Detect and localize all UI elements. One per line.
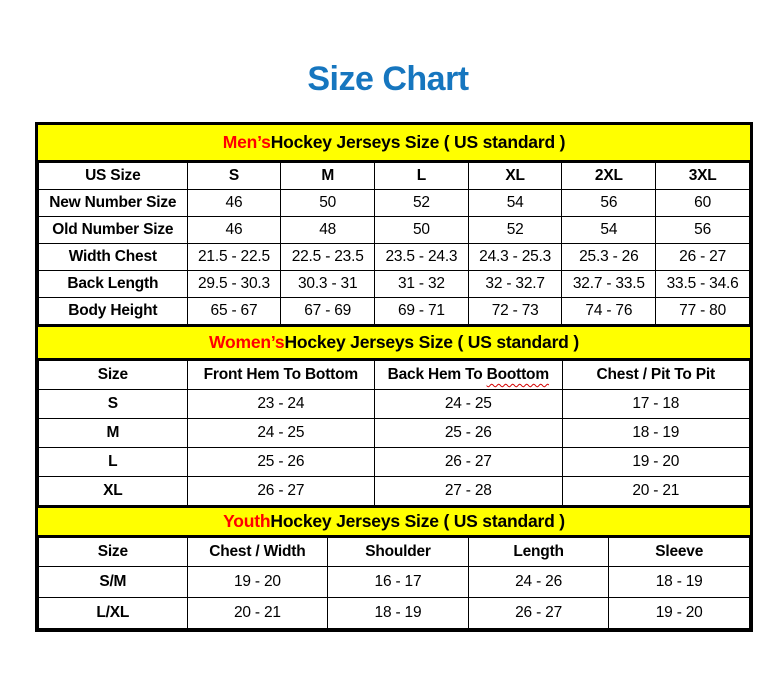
- womens-section-highlight: Women’s: [209, 332, 285, 352]
- size-value-cell: 23 - 24: [187, 390, 374, 419]
- size-value-cell: 19 - 20: [609, 598, 750, 629]
- womens-section-title: Hockey Jerseys Size ( US standard ): [284, 332, 579, 352]
- table-row: [39, 217, 750, 244]
- size-value-cell: 17 - 18: [562, 390, 750, 419]
- size-value-cell: 22.5 - 23.5: [281, 244, 375, 271]
- size-value-cell: 18 - 19: [328, 598, 469, 629]
- column-header-cell: S: [187, 163, 281, 190]
- size-value-cell: 19 - 20: [562, 448, 750, 477]
- size-value-cell: 60: [656, 190, 750, 217]
- size-value-cell: 29.5 - 30.3: [187, 271, 281, 298]
- youth-header-row: [39, 538, 750, 567]
- womens-header-row: [39, 361, 750, 390]
- size-value-cell: 77 - 80: [656, 298, 750, 325]
- size-value-cell: 16 - 17: [328, 567, 469, 598]
- size-value-cell: 72 - 73: [468, 298, 562, 325]
- size-chart: [35, 122, 753, 632]
- mens-section-title: Hockey Jerseys Size ( US standard ): [270, 132, 566, 152]
- page-title: Size Chart: [307, 60, 469, 98]
- size-value-cell: 54: [562, 217, 656, 244]
- size-value-cell: 21.5 - 22.5: [187, 244, 281, 271]
- row-label-cell: XL: [39, 477, 188, 506]
- size-value-cell: 24.3 - 25.3: [468, 244, 562, 271]
- column-header-cell: Size: [39, 538, 188, 567]
- youth-section-title: Hockey Jerseys Size ( US standard ): [270, 511, 565, 531]
- column-header-cell: L: [375, 163, 469, 190]
- column-header-cell: [375, 361, 562, 390]
- column-header-cell: 3XL: [656, 163, 750, 190]
- row-label-cell: Width Chest: [39, 244, 188, 271]
- size-value-cell: 25 - 26: [187, 448, 374, 477]
- misspelled-word-spellcheck: Boottom: [486, 366, 549, 383]
- size-value-cell: 25.3 - 26: [562, 244, 656, 271]
- mens-header-row: [39, 163, 750, 190]
- mens-section-band: [38, 125, 750, 162]
- size-value-cell: 32.7 - 33.5: [562, 271, 656, 298]
- size-value-cell: 27 - 28: [375, 477, 562, 506]
- column-header-cell: XL: [468, 163, 562, 190]
- row-label-cell: L/XL: [39, 598, 188, 629]
- size-value-cell: 24 - 25: [375, 390, 562, 419]
- table-row: [39, 298, 750, 325]
- table-row: [39, 419, 750, 448]
- womens-section-band: [38, 325, 750, 360]
- size-value-cell: 19 - 20: [187, 567, 328, 598]
- row-label-cell: S: [39, 390, 188, 419]
- table-row: [39, 190, 750, 217]
- row-label-cell: Old Number Size: [39, 217, 188, 244]
- size-value-cell: 32 - 32.7: [468, 271, 562, 298]
- size-value-cell: 50: [281, 190, 375, 217]
- mens-section-highlight: Men’s: [222, 132, 271, 152]
- size-value-cell: 56: [562, 190, 656, 217]
- size-value-cell: 54: [468, 190, 562, 217]
- table-row: [39, 567, 750, 598]
- size-value-cell: 52: [375, 190, 469, 217]
- size-value-cell: 18 - 19: [609, 567, 750, 598]
- row-label-cell: M: [39, 419, 188, 448]
- column-header-cell: Shoulder: [328, 538, 469, 567]
- table-row: [39, 598, 750, 629]
- size-value-cell: 56: [656, 217, 750, 244]
- youth-section-highlight: Youth: [223, 511, 271, 531]
- column-header-cell: Sleeve: [609, 538, 750, 567]
- size-value-cell: 65 - 67: [187, 298, 281, 325]
- size-value-cell: 46: [187, 217, 281, 244]
- size-value-cell: 26 - 27: [187, 477, 374, 506]
- mens-size-table: [38, 162, 750, 325]
- size-value-cell: 18 - 19: [562, 419, 750, 448]
- table-row: [39, 244, 750, 271]
- row-label-cell: L: [39, 448, 188, 477]
- row-label-cell: New Number Size: [39, 190, 188, 217]
- size-value-cell: 20 - 21: [562, 477, 750, 506]
- size-value-cell: 24 - 25: [187, 419, 374, 448]
- womens-size-table: [38, 360, 750, 506]
- column-header-cell: Size: [39, 361, 188, 390]
- size-value-cell: 67 - 69: [281, 298, 375, 325]
- table-row: [39, 271, 750, 298]
- size-value-cell: 20 - 21: [187, 598, 328, 629]
- size-value-cell: 26 - 27: [656, 244, 750, 271]
- column-header-text: Back Hem To: [387, 366, 483, 383]
- row-label-cell: Back Length: [39, 271, 188, 298]
- column-header-cell: M: [281, 163, 375, 190]
- column-header-cell: Length: [468, 538, 609, 567]
- size-value-cell: 46: [187, 190, 281, 217]
- table-row: [39, 477, 750, 506]
- size-value-cell: 23.5 - 24.3: [375, 244, 469, 271]
- column-header-cell: 2XL: [562, 163, 656, 190]
- table-row: [39, 448, 750, 477]
- size-value-cell: 33.5 - 34.6: [656, 271, 750, 298]
- row-label-cell: S/M: [39, 567, 188, 598]
- size-value-cell: 69 - 71: [375, 298, 469, 325]
- size-value-cell: 24 - 26: [468, 567, 609, 598]
- size-value-cell: 26 - 27: [375, 448, 562, 477]
- size-value-cell: 30.3 - 31: [281, 271, 375, 298]
- youth-size-table: [38, 537, 750, 629]
- size-value-cell: 26 - 27: [468, 598, 609, 629]
- column-header-cell: Front Hem To Bottom: [187, 361, 374, 390]
- column-header-cell: Chest / Width: [187, 538, 328, 567]
- youth-section-band: [38, 506, 750, 537]
- size-value-cell: 74 - 76: [562, 298, 656, 325]
- size-value-cell: 52: [468, 217, 562, 244]
- table-row: [39, 390, 750, 419]
- row-label-cell: Body Height: [39, 298, 188, 325]
- column-header-cell: Chest / Pit To Pit: [562, 361, 750, 390]
- size-value-cell: 31 - 32: [375, 271, 469, 298]
- size-value-cell: 48: [281, 217, 375, 244]
- size-value-cell: 25 - 26: [375, 419, 562, 448]
- column-header-cell: US Size: [39, 163, 188, 190]
- size-value-cell: 50: [375, 217, 469, 244]
